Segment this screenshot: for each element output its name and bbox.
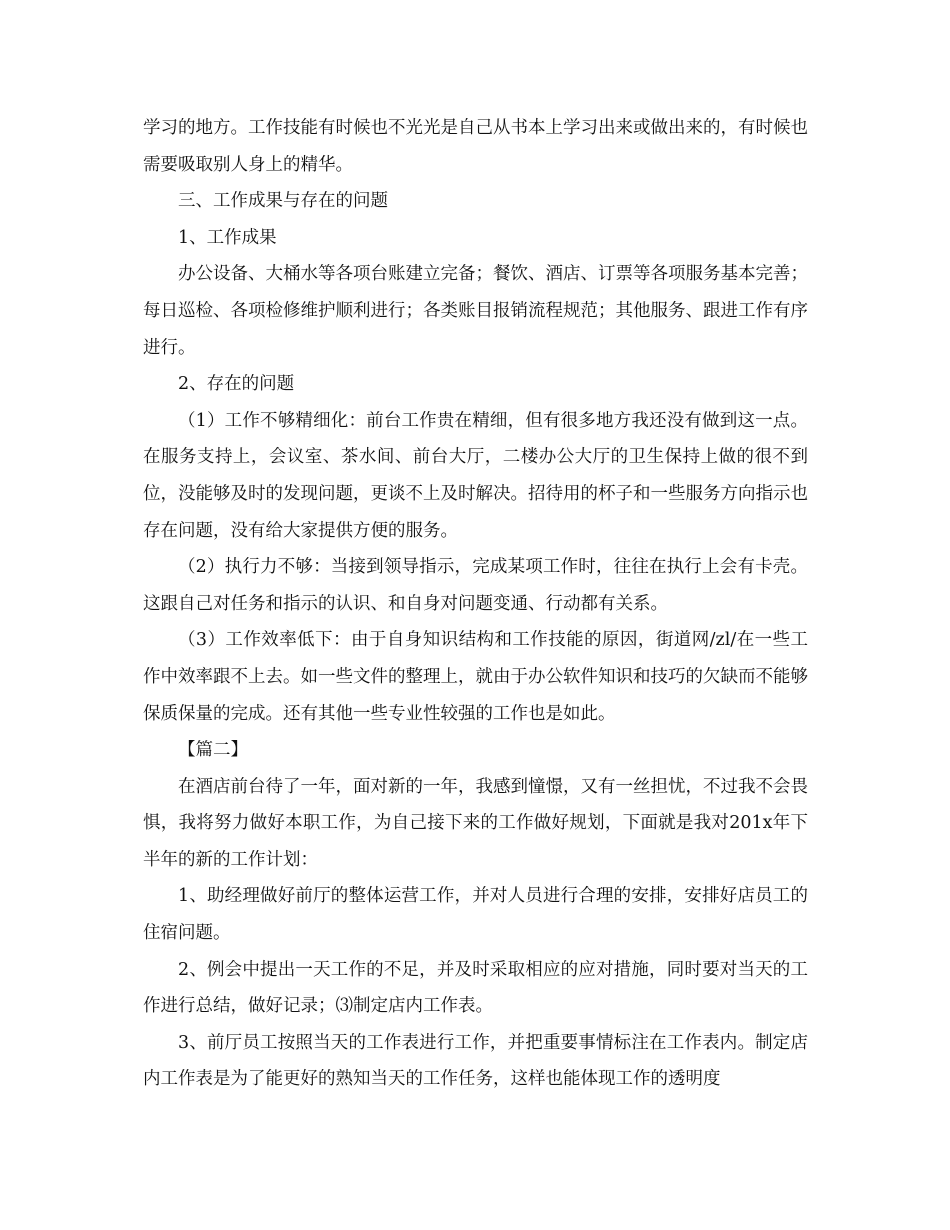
- paragraph-plan-2: 2、例会中提出一天工作的不足，并及时采取相应的应对措施，同时要对当天的工作进行总结，做好记录；⑶制定店内工作表。: [143, 959, 808, 1017]
- section-heading-part-two: 【篇二】: [178, 740, 248, 761]
- paragraph-continuation: 学习的地方。工作技能有时候也不光光是自己从书本上学习出来或做出来的，有时候也需要吸取别人身上的精华。: [143, 118, 808, 175]
- paragraph-plan-1: 1、助经理做好前厅的整体运营工作，并对人员进行合理的安排，安排好店员工的住宿问题。: [143, 886, 808, 944]
- paragraph-work-results: 办公设备、大桶水等各项台账建立完备；餐饮、酒店、订票等各项服务基本完善；每日巡检、各项检修维护顺利进行；各类账目报销流程规范；其他服务、跟进工作有序进行。: [143, 264, 808, 358]
- section-heading-results-problems: 三、工作成果与存在的问题: [178, 191, 388, 212]
- subheading-existing-problems: 2、存在的问题: [178, 374, 295, 395]
- paragraph-intro-plan: 在酒店前台待了一年，面对新的一年，我感到憧憬，又有一丝担忧，不过我不会畏惧，我将努力做好本职工作，为自己接下来的工作做好规划，下面就是我对201x年下半年的新的工作计划：: [143, 776, 808, 870]
- document-body: [143, 110, 808, 1098]
- paragraph-problem-2: （2）执行力不够：当接到领导指示，完成某项工作时，往往在执行上会有卡壳。这跟自己对任务和指示的认识、和自身对问题变通、行动都有关系。: [143, 557, 808, 614]
- paragraph-problem-1: （1）工作不够精细化：前台工作贵在精细，但有很多地方我还没有做到这一点。在服务支持上，会议室、茶水间、前台大厅，二楼办公大厅的卫生保持上做的很不到位，没能够及时的发现问题，更谈不上及时解决。招待用的杯子和一些服务方向指示也存在问题，没有给大家提供方便的服务。: [143, 410, 808, 541]
- paragraph-problem-3: （3）工作效率低下：由于自身知识结构和工作技能的原因，街道网/zl/在一些工作中效率跟不上去。如一些文件的整理上，就由于办公软件知识和技巧的欠缺而不能够保质保量的完成。还有其他一些专业性较强的工作也是如此。: [143, 630, 808, 724]
- subheading-work-results: 1、工作成果: [178, 227, 277, 248]
- paragraph-plan-3: 3、前厅员工按照当天的工作表进行工作，并把重要事情标注在工作表内。制定店内工作表是为了能更好的熟知当天的工作任务，这样也能体现工作的透明度: [143, 1032, 808, 1090]
